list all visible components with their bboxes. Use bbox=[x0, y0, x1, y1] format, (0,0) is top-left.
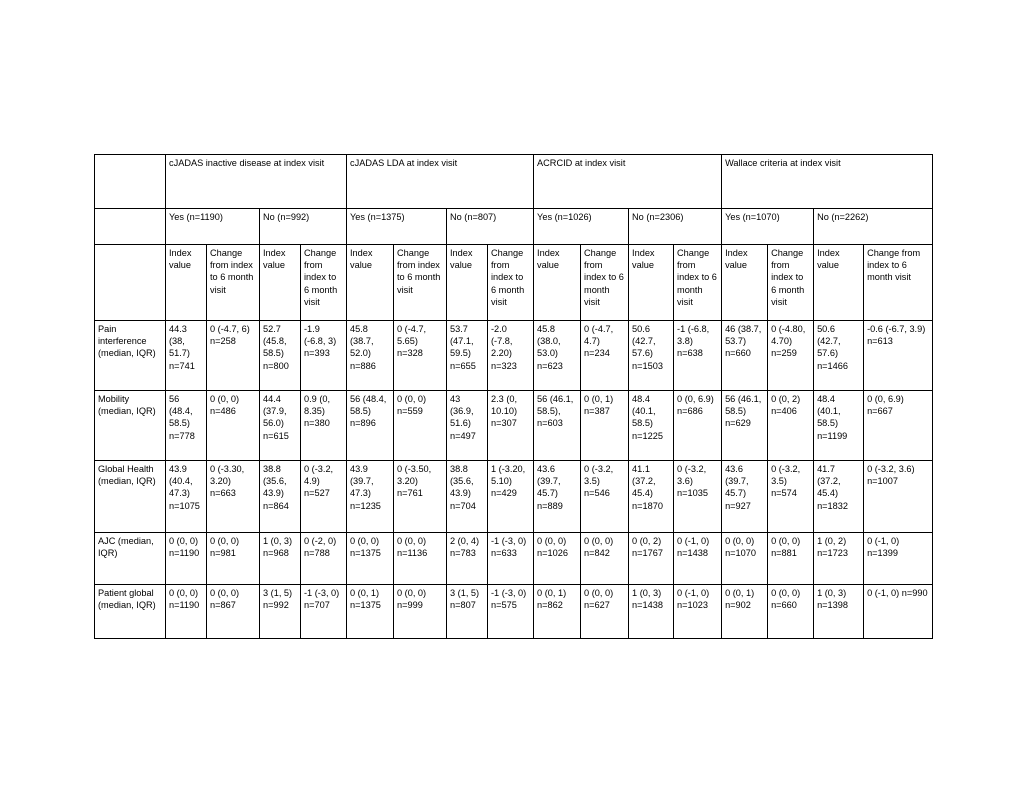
index-value-cell: 48.4 (40.1, 58.5) n=1225 bbox=[629, 391, 674, 461]
index-value-cell: 44.4 (37.9, 56.0) n=615 bbox=[260, 391, 301, 461]
change-value-cell: -2.0 (-7.8, 2.20) n=323 bbox=[488, 321, 534, 391]
data-rows bbox=[95, 321, 933, 639]
index-value-cell: 0 (0, 1) n=862 bbox=[534, 585, 581, 639]
index-value-cell: 45.8 (38.0, 53.0) n=623 bbox=[534, 321, 581, 391]
index-value-cell: 1 (0, 3) n=968 bbox=[260, 533, 301, 585]
yes-no-header-row bbox=[95, 209, 933, 245]
index-value-cell: 44.3 (38, 51.7) n=741 bbox=[166, 321, 207, 391]
yes-no-header: Yes (n=1375) bbox=[347, 209, 447, 245]
index-value-cell: 0 (0, 0) n=1190 bbox=[166, 585, 207, 639]
subheader-index-value: Index value bbox=[260, 245, 301, 321]
index-value-cell: 53.7 (47.1, 59.5) n=655 bbox=[447, 321, 488, 391]
change-value-cell: 0 (0, 0) n=999 bbox=[394, 585, 447, 639]
yes-no-header: Yes (n=1070) bbox=[722, 209, 814, 245]
change-value-cell: 0 (-1, 0) n=1399 bbox=[864, 533, 933, 585]
group-header-row bbox=[95, 155, 933, 209]
change-value-cell: 0 (-1, 0) n=990 bbox=[864, 585, 933, 639]
yes-no-header: No (n=807) bbox=[447, 209, 534, 245]
change-value-cell: 0 (0, 6.9) n=686 bbox=[674, 391, 722, 461]
index-value-cell: 50.6 (42.7, 57.6) n=1466 bbox=[814, 321, 864, 391]
change-value-cell: 0 (-1, 0) n=1438 bbox=[674, 533, 722, 585]
change-value-cell: 0 (0, 0) n=981 bbox=[207, 533, 260, 585]
change-value-cell: 0 (0, 0) n=627 bbox=[581, 585, 629, 639]
subheader-index-value: Index value bbox=[629, 245, 674, 321]
yes-no-header: Yes (n=1026) bbox=[534, 209, 629, 245]
group-header-cjadas-lda: cJADAS LDA at index visit bbox=[347, 155, 534, 209]
results-table bbox=[94, 154, 933, 639]
subheader-change: Change from index to 6 month visit bbox=[768, 245, 814, 321]
change-value-cell: -1 (-3, 0) n=575 bbox=[488, 585, 534, 639]
change-value-cell: 0 (-3.2, 4.9) n=527 bbox=[301, 461, 347, 533]
change-value-cell: 0 (0, 0) n=559 bbox=[394, 391, 447, 461]
yes-no-header: No (n=2262) bbox=[814, 209, 933, 245]
yes-no-header: No (n=992) bbox=[260, 209, 347, 245]
change-value-cell: 0 (0, 2) n=406 bbox=[768, 391, 814, 461]
change-value-cell: 0 (-3.2, 3.6) n=1007 bbox=[864, 461, 933, 533]
index-value-cell: 0 (0, 1) n=902 bbox=[722, 585, 768, 639]
index-value-cell: 41.7 (37.2, 45.4) n=1832 bbox=[814, 461, 864, 533]
corner-cell bbox=[95, 245, 166, 321]
change-value-cell: -0.6 (-6.7, 3.9) n=613 bbox=[864, 321, 933, 391]
index-value-cell: 0 (0, 0) n=1190 bbox=[166, 533, 207, 585]
row-patient-global bbox=[95, 585, 933, 639]
change-value-cell: 2.3 (0, 10.10) n=307 bbox=[488, 391, 534, 461]
subheader-index-value: Index value bbox=[447, 245, 488, 321]
change-value-cell: -1.9 (-6.8, 3) n=393 bbox=[301, 321, 347, 391]
index-value-cell: 50.6 (42.7, 57.6) n=1503 bbox=[629, 321, 674, 391]
subheader-index-value: Index value bbox=[534, 245, 581, 321]
index-value-cell: 56 (48.4, 58.5) n=896 bbox=[347, 391, 394, 461]
change-value-cell: 0 (0, 0) n=486 bbox=[207, 391, 260, 461]
index-value-cell: 3 (1, 5) n=992 bbox=[260, 585, 301, 639]
subheader-index-value: Index value bbox=[166, 245, 207, 321]
subheader-index-value: Index value bbox=[722, 245, 768, 321]
index-value-cell: 43 (36.9, 51.6) n=497 bbox=[447, 391, 488, 461]
change-value-cell: 0 (0, 1) n=387 bbox=[581, 391, 629, 461]
index-value-cell: 0 (0, 2) n=1767 bbox=[629, 533, 674, 585]
change-value-cell: -1 (-3, 0) n=707 bbox=[301, 585, 347, 639]
subheader-change: Change from index to 6 month visit bbox=[864, 245, 933, 321]
change-value-cell: 0 (-4.7, 4.7) n=234 bbox=[581, 321, 629, 391]
index-value-cell: 52.7 (45.8, 58.5) n=800 bbox=[260, 321, 301, 391]
group-header-acrcid: ACRCID at index visit bbox=[534, 155, 722, 209]
change-value-cell: 0 (0, 0) n=867 bbox=[207, 585, 260, 639]
index-value-cell: 1 (0, 2) n=1723 bbox=[814, 533, 864, 585]
index-value-cell: 0 (0, 0) n=1026 bbox=[534, 533, 581, 585]
subheader-change: Change from index to 6 month visit bbox=[394, 245, 447, 321]
row-label: Patient global (median, IQR) bbox=[95, 585, 166, 639]
index-value-cell: 3 (1, 5) n=807 bbox=[447, 585, 488, 639]
index-value-cell: 56 (46.1, 58.5) n=629 bbox=[722, 391, 768, 461]
change-value-cell: 0 (0, 0) n=881 bbox=[768, 533, 814, 585]
index-value-cell: 1 (0, 3) n=1438 bbox=[629, 585, 674, 639]
index-value-cell: 38.8 (35.6, 43.9) n=864 bbox=[260, 461, 301, 533]
index-value-cell: 0 (0, 1) n=1375 bbox=[347, 585, 394, 639]
index-value-cell: 0 (0, 0) n=1070 bbox=[722, 533, 768, 585]
corner-cell bbox=[95, 155, 166, 209]
change-value-cell: -1 (-6.8, 3.8) n=638 bbox=[674, 321, 722, 391]
change-value-cell: 0.9 (0, 8.35) n=380 bbox=[301, 391, 347, 461]
index-value-cell: 45.8 (38.7, 52.0) n=886 bbox=[347, 321, 394, 391]
index-value-cell: 56 (46.1, 58.5), n=603 bbox=[534, 391, 581, 461]
row-ajc bbox=[95, 533, 933, 585]
change-value-cell: 0 (-4.80, 4.70) n=259 bbox=[768, 321, 814, 391]
subheader-change: Change from index to 6 month visit bbox=[207, 245, 260, 321]
change-value-cell: 0 (-3.2, 3.6) n=1035 bbox=[674, 461, 722, 533]
index-value-cell: 46 (38.7, 53.7) n=660 bbox=[722, 321, 768, 391]
yes-no-header: No (n=2306) bbox=[629, 209, 722, 245]
corner-cell bbox=[95, 209, 166, 245]
index-value-cell: 48.4 (40.1, 58.5) n=1199 bbox=[814, 391, 864, 461]
index-value-cell: 41.1 (37.2, 45.4) n=1870 bbox=[629, 461, 674, 533]
change-value-cell: 0 (0, 0) n=660 bbox=[768, 585, 814, 639]
index-value-cell: 43.9 (39.7, 47.3) n=1235 bbox=[347, 461, 394, 533]
index-value-cell: 2 (0, 4) n=783 bbox=[447, 533, 488, 585]
change-value-cell: 0 (-3.30, 3.20) n=663 bbox=[207, 461, 260, 533]
group-header-wallace: Wallace criteria at index visit bbox=[722, 155, 933, 209]
subheader-row bbox=[95, 245, 933, 321]
change-value-cell: 0 (-4.7, 5.65) n=328 bbox=[394, 321, 447, 391]
subheader-change: Change from index to 6 month visit bbox=[581, 245, 629, 321]
change-value-cell: 0 (-1, 0) n=1023 bbox=[674, 585, 722, 639]
row-global-health bbox=[95, 461, 933, 533]
subheader-index-value: Index value bbox=[814, 245, 864, 321]
subheader-index-value: Index value bbox=[347, 245, 394, 321]
group-header-cjadas-inactive: cJADAS inactive disease at index visit bbox=[166, 155, 347, 209]
row-label: AJC (median, IQR) bbox=[95, 533, 166, 585]
row-label: Mobility (median, IQR) bbox=[95, 391, 166, 461]
change-value-cell: 0 (0, 0) n=1136 bbox=[394, 533, 447, 585]
yes-no-header: Yes (n=1190) bbox=[166, 209, 260, 245]
subheader-change: Change from index to 6 month visit bbox=[488, 245, 534, 321]
subheader-change: Change from index to 6 month visit bbox=[674, 245, 722, 321]
change-value-cell: 0 (-3.2, 3.5) n=574 bbox=[768, 461, 814, 533]
index-value-cell: 43.6 (39.7, 45.7) n=889 bbox=[534, 461, 581, 533]
change-value-cell: 0 (0, 0) n=842 bbox=[581, 533, 629, 585]
index-value-cell: 56 (48.4, 58.5) n=778 bbox=[166, 391, 207, 461]
row-mobility bbox=[95, 391, 933, 461]
change-value-cell: 0 (0, 6.9) n=667 bbox=[864, 391, 933, 461]
row-label: Pain interference (median, IQR) bbox=[95, 321, 166, 391]
index-value-cell: 0 (0, 0) n=1375 bbox=[347, 533, 394, 585]
change-value-cell: 0 (-3.50, 3.20) n=761 bbox=[394, 461, 447, 533]
change-value-cell: 0 (-4.7, 6) n=258 bbox=[207, 321, 260, 391]
change-value-cell: 0 (-2, 0) n=788 bbox=[301, 533, 347, 585]
index-value-cell: 43.9 (40.4, 47.3) n=1075 bbox=[166, 461, 207, 533]
change-value-cell: 0 (-3.2, 3.5) n=546 bbox=[581, 461, 629, 533]
index-value-cell: 1 (0, 3) n=1398 bbox=[814, 585, 864, 639]
change-value-cell: -1 (-3, 0) n=633 bbox=[488, 533, 534, 585]
index-value-cell: 38.8 (35.6, 43.9) n=704 bbox=[447, 461, 488, 533]
row-label: Global Health (median, IQR) bbox=[95, 461, 166, 533]
row-pain-interference bbox=[95, 321, 933, 391]
subheader-change: Change from index to 6 month visit bbox=[301, 245, 347, 321]
index-value-cell: 43.6 (39.7, 45.7) n=927 bbox=[722, 461, 768, 533]
change-value-cell: 1 (-3.20, 5.10) n=429 bbox=[488, 461, 534, 533]
